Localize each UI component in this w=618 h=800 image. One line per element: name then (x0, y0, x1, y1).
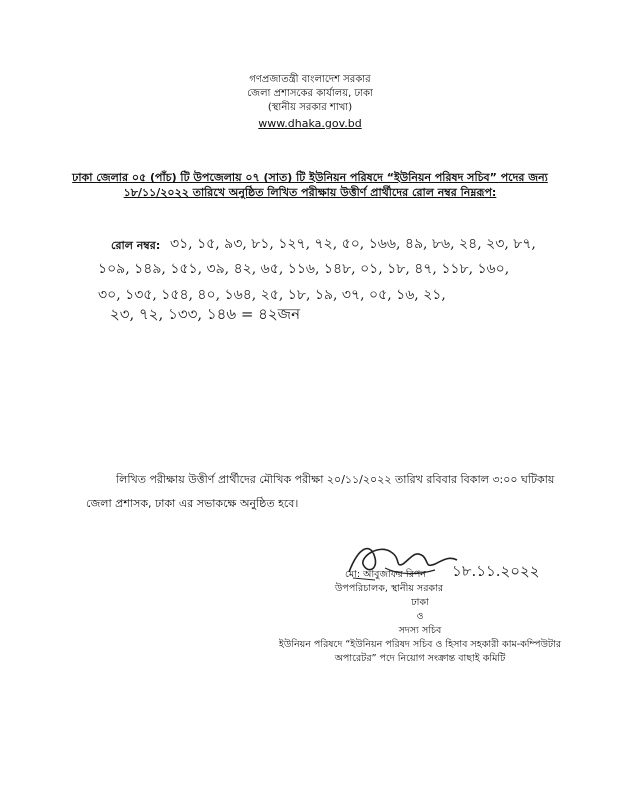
title-line-1: ঢাকা জেলার ০৫ (পাঁচ) টি উপজেলায় ০৭ (সাত) টি ইউনিয়ন পরিষদে “ইউনিয়ন পরিষদ সচিব” পদের জন্য (72, 171, 548, 184)
committee-line-1: ইউনিয়ন পরিষদে “ইউনিয়ন পরিষদ সচিব ও হিসাব সহকারী কাম-কম্পিউটার (278, 639, 562, 650)
signatory-role: সদস্য সচিব (398, 625, 442, 636)
roll-numbers-line-2: ১০৯, ১৪৯, ১৫১, ৩৯, ৪২, ৬৫, ১১৬, ১৪৮, ০১, ১৮, ৪৭, ১১৮, ১৬০, (98, 261, 510, 277)
signature-block (250, 568, 590, 666)
signatory-office: ঢাকা (411, 597, 429, 608)
govt-name: গণপ্রজাতন্ত্রী বাংলাদেশ সরকার (249, 74, 371, 85)
roll-numbers-line-4: ২৩, ৭২, ১৩৩, ১৪৬ = ৪২জন (110, 305, 301, 323)
roll-numbers-line-3: ৩০, ১৩৫, ১৫৪, ৪০, ১৬৪, ২৫, ১৮, ১৯, ৩৭, ০৫, ১৬, ২১, (98, 287, 446, 303)
roll-numbers-line-1: ৩১, ১৫, ৯৩, ৮১, ১২৭, ৭২, ৫০, ১৬৬, ৪৯, ৮৬, ২৪, ২৩, ৮৭, (170, 236, 536, 252)
roll-label: রোল নম্বর: (111, 239, 161, 252)
committee-line-2: অপারেটর” পদে নিয়োগ সংক্রান্ত বাছাই কমিটি (334, 653, 506, 664)
signatory-and: ও (416, 611, 424, 622)
notice-line-2: জেলা প্রশাসক, ঢাকা এর সভাকক্ষে অনুষ্ঠিত হবে। (86, 497, 299, 510)
notice-title (60, 170, 560, 200)
title-line-2: ১৮/১১/২০২২ তারিখে অনুষ্ঠিত লিখিত পরীক্ষায় উত্তীর্ণ প্রার্থীদের রোল নম্বর নিম্নরূপ: (123, 186, 497, 199)
signatory-designation: উপপরিচালক, স্থানীয় সরকার (335, 583, 444, 594)
signatory-name: মো: আবুজাফর রিপন (345, 569, 426, 580)
branch-name: (স্থানীয় সরকার শাখা) (267, 102, 353, 113)
notice-line-1: লিখিত পরীক্ষায় উত্তীর্ণ প্রার্থীদের মৌখিক পরীক্ষা ২০/১১/২০২২ তারিখ রবিবার বিকাল ৩:০০ ঘটিকায় (116, 473, 555, 486)
letterhead (150, 73, 470, 131)
website-link[interactable]: www.dhaka.gov.bd (258, 117, 362, 130)
viva-notice (86, 468, 556, 516)
signature-date: ১৮.১১.২০২২ (452, 562, 540, 580)
office-name: জেলা প্রশাসকের কার্যালয়, ঢাকা (247, 88, 373, 99)
